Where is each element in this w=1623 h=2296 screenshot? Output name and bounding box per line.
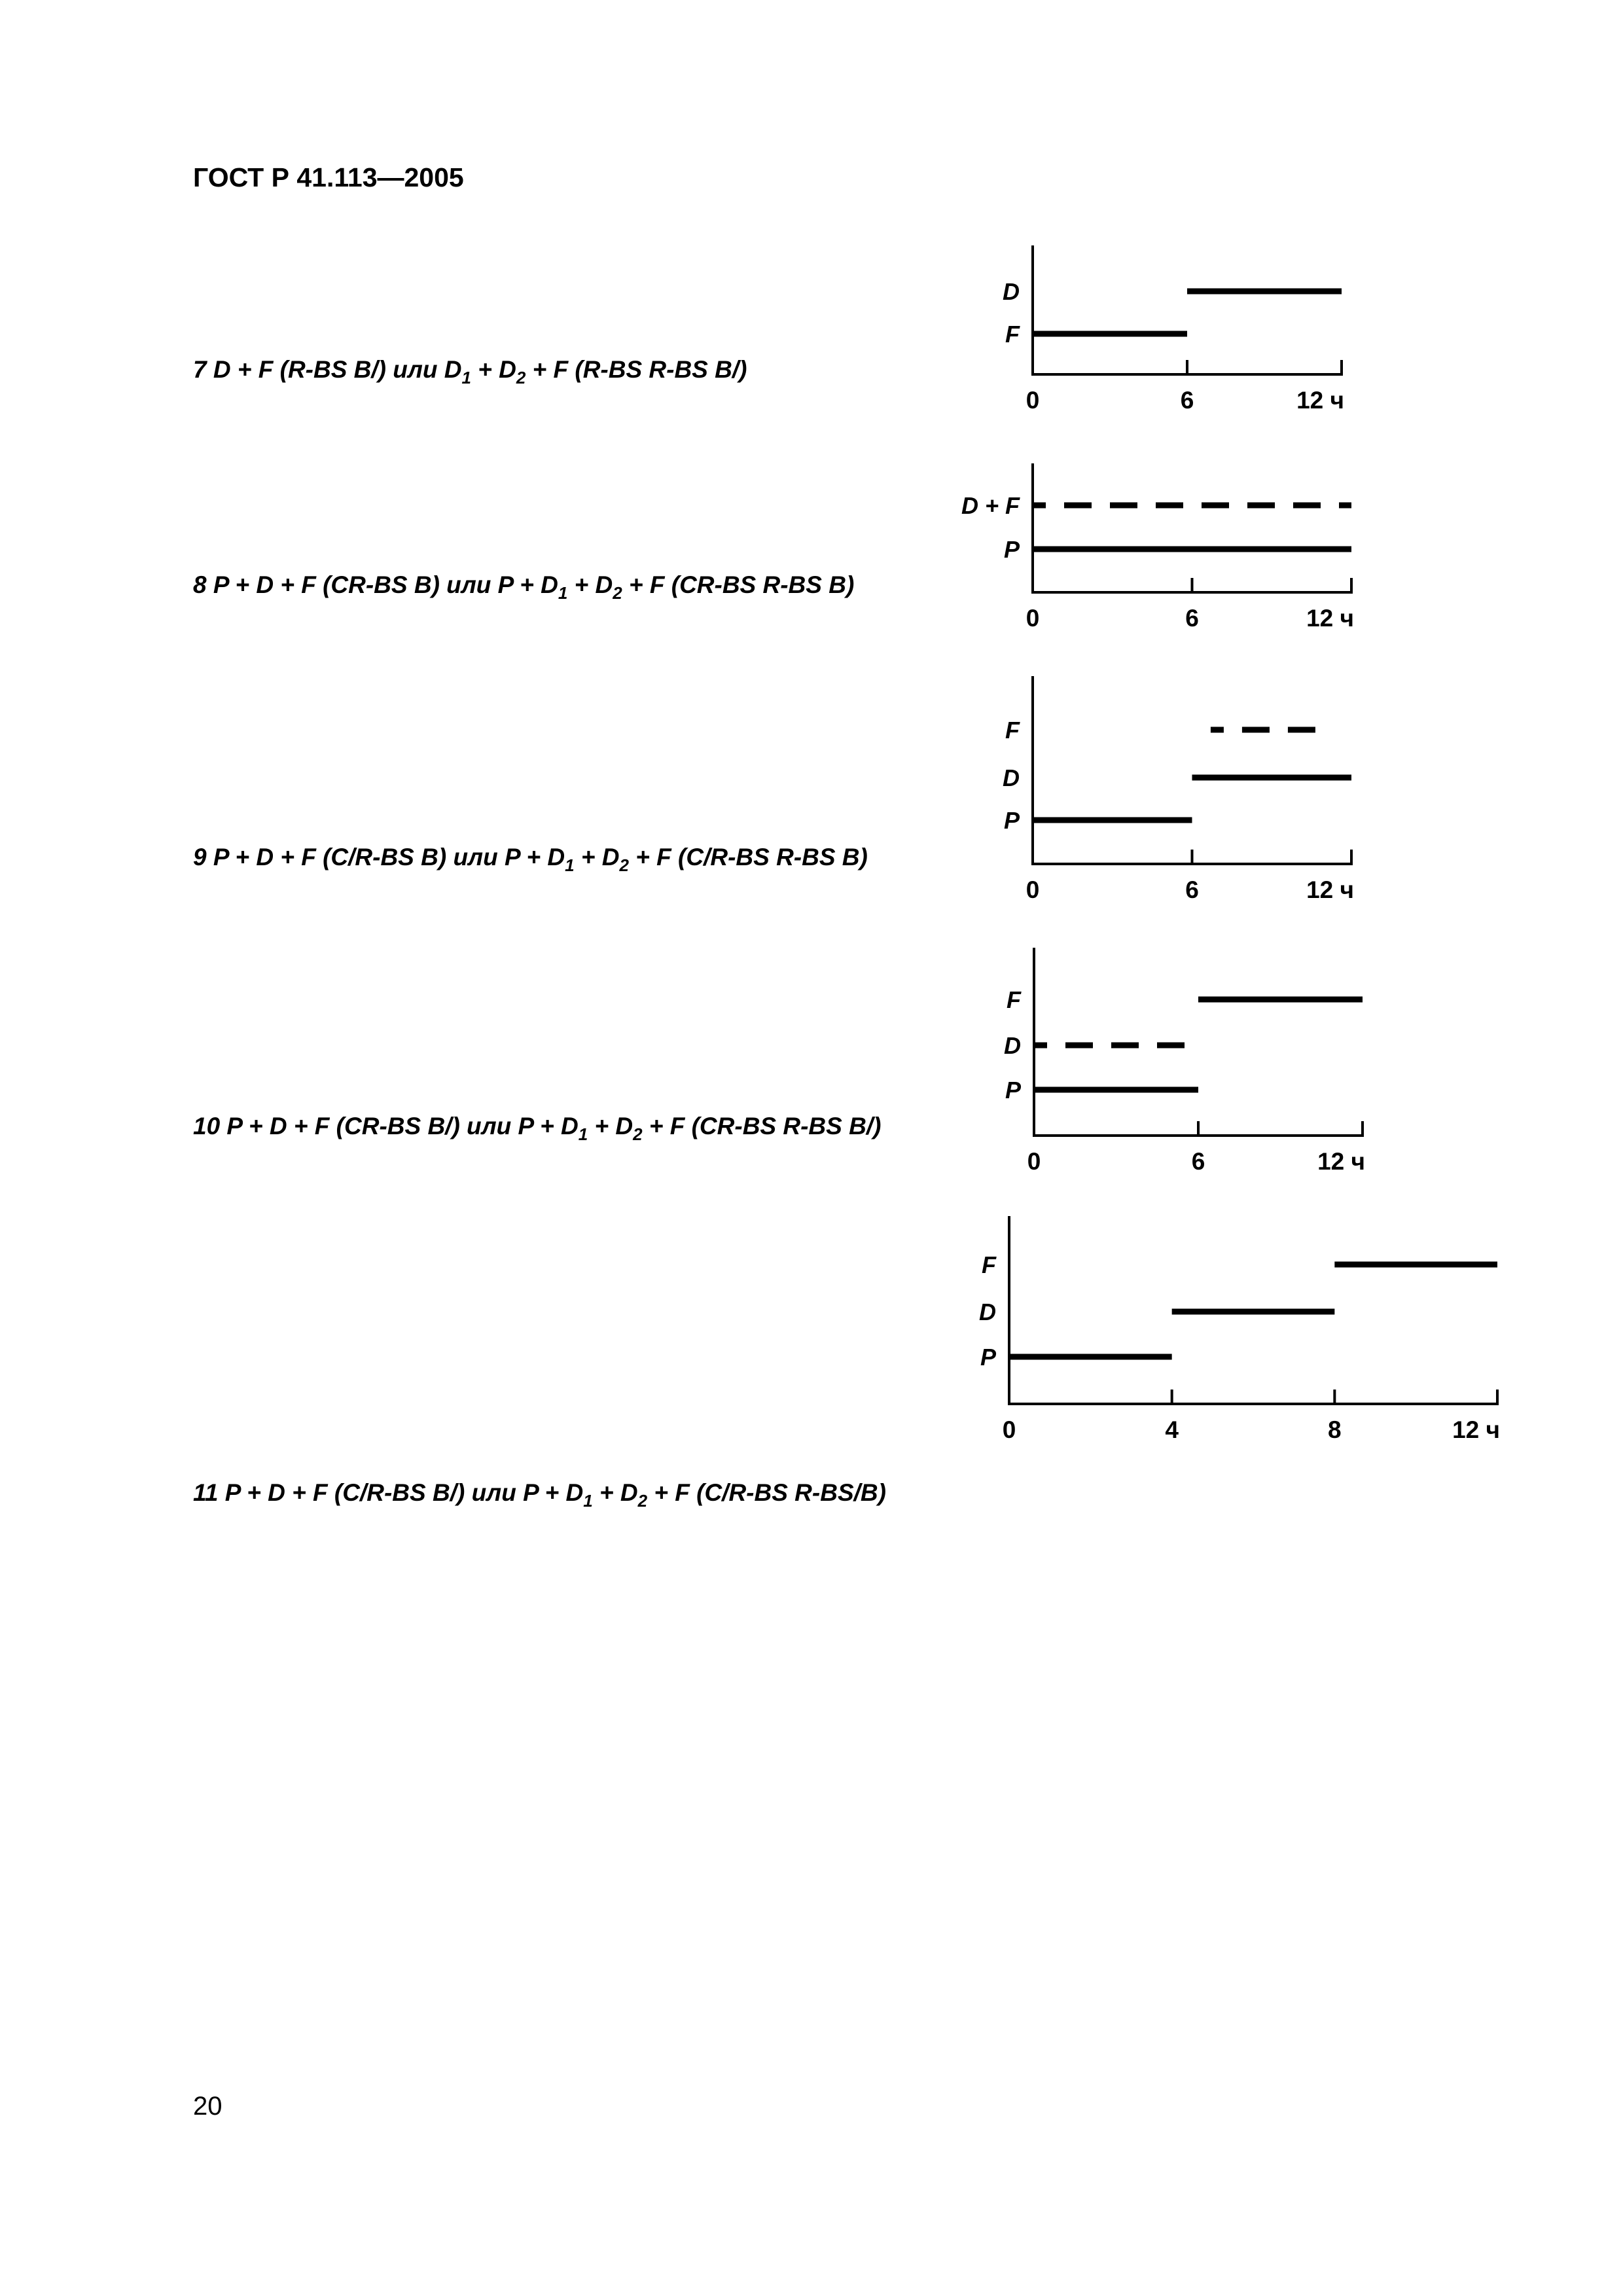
x-tick-label: 12 ч — [1306, 876, 1354, 903]
row-label: P — [980, 1344, 996, 1371]
caption-text: 8 P + D + F (CR-BS B) или P + D — [193, 571, 558, 598]
row-label: D — [1003, 278, 1020, 305]
x-tick-label: 0 — [1027, 1148, 1041, 1175]
x-tick-label: 6 — [1185, 876, 1199, 903]
x-tick-label: 0 — [1026, 387, 1040, 414]
x-tick-label: 12 ч — [1306, 605, 1354, 632]
timing-diagram-svg — [1003, 674, 1525, 926]
x-tick-label: 6 — [1180, 387, 1194, 414]
dash-start-dot — [1031, 503, 1037, 509]
caption-subscript: 1 — [461, 368, 471, 387]
figure-caption-11 — [193, 1479, 886, 1511]
caption-text: + D — [574, 844, 620, 870]
timing-diagram-svg — [961, 461, 1525, 655]
x-tick-label: 0 — [1026, 876, 1040, 903]
x-tick-label: 12 ч — [1452, 1416, 1500, 1443]
caption-text: + D — [592, 1479, 638, 1506]
x-tick-label: 6 — [1191, 1148, 1205, 1175]
figure-caption-7 — [193, 356, 747, 387]
caption-text: + F (C/R-BS R-BS/B) — [647, 1479, 886, 1506]
caption-text: + F (CR-BS R-BS B) — [622, 571, 855, 598]
row-label: D + F — [961, 492, 1020, 519]
figure-caption-8 — [193, 571, 855, 603]
row-label: P — [1003, 536, 1020, 563]
row-label: D — [1004, 1032, 1021, 1059]
caption-subscript: 1 — [565, 855, 575, 875]
timing-diagram-11 — [979, 1214, 1525, 1466]
caption-text: + F (R-BS R-BS B/) — [526, 356, 747, 383]
page-number: 20 — [193, 2092, 223, 2121]
caption-text: + F (C/R-BS R-BS B) — [628, 844, 868, 870]
caption-subscript: 2 — [633, 1124, 643, 1144]
x-tick-label: 0 — [1002, 1416, 1016, 1443]
timing-diagram-8 — [961, 461, 1525, 655]
x-tick-label: 6 — [1185, 605, 1199, 632]
row-label: P — [1003, 807, 1020, 834]
row-label: D — [979, 1299, 996, 1325]
caption-subscript: 1 — [583, 1491, 593, 1511]
row-label: D — [1003, 764, 1020, 791]
caption-text: 10 P + D + F (CR-BS B/) или P + D — [193, 1113, 579, 1139]
timing-diagram-svg — [1004, 946, 1525, 1198]
row-label: F — [1005, 717, 1020, 744]
figure-caption-10 — [193, 1113, 882, 1144]
row-label: F — [1007, 986, 1021, 1013]
caption-text: + D — [588, 1113, 633, 1139]
dash-start-dot — [1033, 1043, 1038, 1049]
x-tick-label: 8 — [1328, 1416, 1342, 1443]
caption-text: 7 D + F (R-BS B/) или D — [193, 356, 462, 383]
document-header: ГОСТ Р 41.113—2005 — [193, 162, 464, 192]
timing-diagram-svg — [1003, 242, 1525, 437]
timing-diagram-svg — [979, 1214, 1525, 1466]
caption-subscript: 2 — [613, 583, 622, 603]
x-tick-label: 4 — [1165, 1416, 1179, 1443]
x-tick-label: 12 ч — [1296, 387, 1344, 414]
caption-text: + D — [471, 356, 516, 383]
row-label: F — [982, 1251, 996, 1278]
row-label: P — [1005, 1077, 1021, 1103]
timing-diagram-7 — [1003, 242, 1525, 437]
timing-diagram-9 — [1003, 674, 1525, 926]
caption-subscript: 1 — [558, 583, 568, 603]
caption-subscript: 2 — [516, 368, 526, 387]
caption-subscript: 1 — [578, 1124, 588, 1144]
row-label: F — [1005, 321, 1020, 348]
caption-text: + D — [567, 571, 613, 598]
caption-text: 11 P + D + F (C/R-BS B/) или P + D — [193, 1479, 584, 1506]
caption-text: + F (CR-BS R-BS B/) — [642, 1113, 882, 1139]
timing-diagram-10 — [1004, 946, 1525, 1198]
caption-subscript: 2 — [619, 855, 629, 875]
x-tick-label: 12 ч — [1317, 1148, 1365, 1175]
caption-text: 9 P + D + F (C/R-BS B) или P + D — [193, 844, 565, 870]
x-tick-label: 0 — [1026, 605, 1040, 632]
figure-caption-9 — [193, 844, 868, 875]
caption-subscript: 2 — [637, 1491, 648, 1511]
